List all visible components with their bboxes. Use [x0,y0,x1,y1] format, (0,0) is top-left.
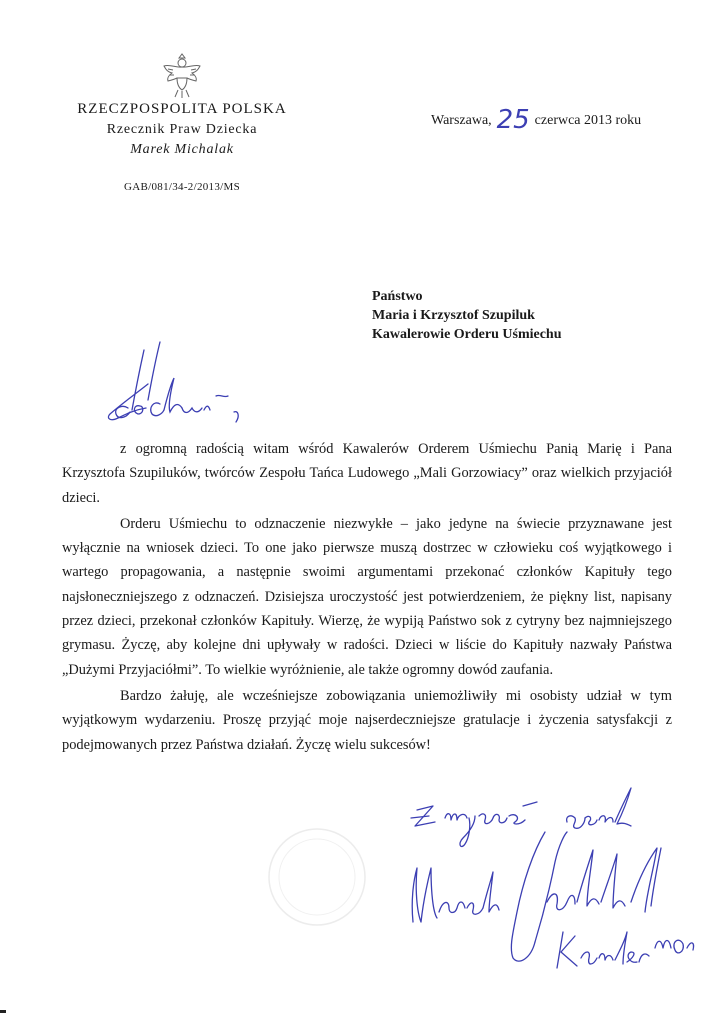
recipient-line-3: Kawalerowie Orderu Uśmiechu [372,327,562,342]
recipient-block [372,287,562,344]
body-paragraph-1: z ogromną radością witam wśród Kawalerów Orderem Uśmiechu Panią Marię i Pana Krzysztofa Szupiluków, twórców Zespołu Tańca Ludowego „Mali Gorzowiacy” oraz wielkich przyjaciół dzieci. [62,441,672,506]
page-edge-mark [0,1010,6,1013]
handwritten-closing-signature [395,772,705,992]
body-paragraph-2: Orderu Uśmiechu to odznaczenie niezwykłe – jako jedyne na świecie przyznawane jest wyłącznie na wniosek dzieci. To one jako pierwsze muszą dostrzec w człowieku coś wyjątkowego i wartego propagowania, a następnie swoimi argumentami przekonać członków Kapituły tego najsłoneczniejszego z odznaczeń. Dzisiejsza uroczystość jest potwierdzeniem, że piękny list, napisany przez dzieci, przekonał członków Kapituły. Wierzę, że wypiją Państwo sok z cytryny bez najmniejszego grymasu. Życzę, aby kolejne dni upływały w radości. Dzieci w liście do Kapituły nazwały Państwa „Dużymi Przyjaciółmi”. To wielkie wyróżnienie, ale także ogromny dowód zaufania. [62,515,672,678]
date-day-handwritten: 25 [496,105,530,135]
header-country: RZECZPOSPOLITA POLSKA [77,101,287,117]
header-name: Marek Michalak [130,142,234,157]
recipient-line-1: Państwo [372,289,423,304]
reference-number: GAB/081/34-2/2013/MS [123,181,240,193]
body-paragraph-3: Bardzo żałuję, ale wcześniejsze zobowiązania uniemożliwiły mi osobisty udział w tym wyjątkowym wydarzeniu. Proszę przyjąć moje najserdeczniejsze gratulacje i życzenia satysfakcji z podejmowanych przez Państwa działań. Życzę wielu sukcesów! [62,687,672,753]
handwritten-salutation [104,338,264,438]
date-rest: czerwca 2013 roku [534,113,642,128]
date-line [431,101,642,135]
recipient-line-2: Maria i Krzysztof Szupiluk [372,308,535,323]
date-place: Warszawa, [431,113,492,128]
eagle-emblem-icon [160,52,204,100]
header-office: Rzecznik Praw Dziecka [106,122,258,137]
embossed-stamp [262,822,372,932]
letter-body [62,437,672,759]
